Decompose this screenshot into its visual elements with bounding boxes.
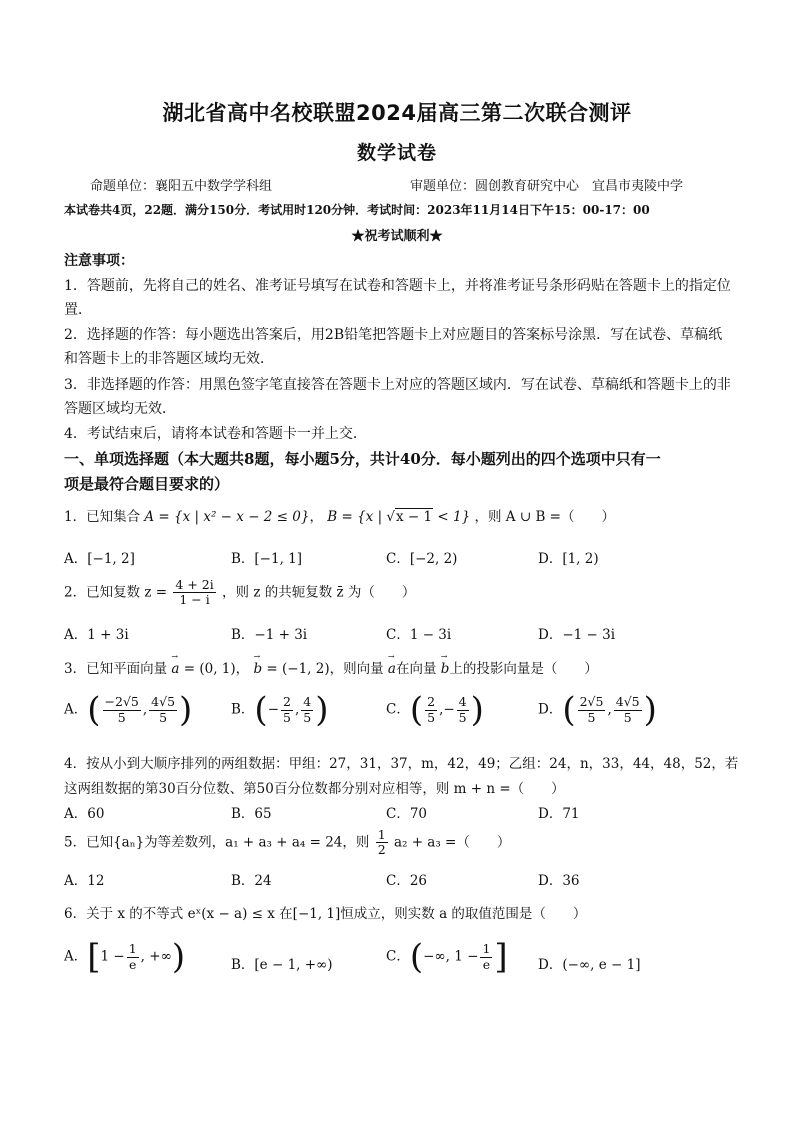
q6-a-post: , +∞ — [140, 948, 172, 965]
q3-tail: 上的投影向量是（ ） — [449, 661, 598, 677]
q2-option-b[interactable]: B．−1 + 3i — [231, 627, 308, 643]
q1-option-b[interactable]: B．[−1, 1] — [231, 551, 303, 567]
q3-prefix: 3．已知平面向量 — [64, 661, 168, 677]
note-1-line-1: 1．答题前，先将自己的姓名、准考证号填写在试卷和答题卡上，并将准考证号条形码贴在答题卡上的指定位 — [64, 278, 731, 294]
exam-subtitle: 数学试卷 — [356, 142, 437, 164]
q6-c-den: e — [482, 956, 491, 972]
q2-numerator: 4 + 2i — [175, 577, 214, 592]
q3-a-num-2: 4√5 — [151, 694, 176, 710]
q3-b-den-2: 5 — [303, 709, 312, 725]
note-2-line-2: 和答题卡上的非答题区域均无效． — [64, 351, 274, 367]
reviewer-unit: 审题单位：圆创教育研究中心 宜昌市夷陵中学 — [410, 179, 684, 194]
q3-d-num-1: 2√5 — [579, 694, 604, 710]
q3-vector-a-ref: → a — [388, 661, 396, 677]
q4-option-c[interactable]: C．70 — [386, 806, 428, 822]
q3-option-b-label: B． — [231, 701, 255, 718]
q2-tail: ，则 z 的共轭复数 z̄ 为（ ） — [222, 584, 416, 601]
q3-d-den-2: 5 — [623, 709, 632, 725]
author-unit: 命题单位：襄阳五中数学学科组 — [90, 179, 273, 194]
q6-option-a[interactable]: A．[1 − $\frac{1}{e}$ , +∞) — [64, 937, 186, 977]
q6-a-num: 1 — [128, 941, 137, 957]
q5-prefix: 5．已知{aₙ}为等差数列，a₁ + a₃ + a₄ = 24，则 — [64, 834, 370, 851]
q3-option-c-label: C． — [386, 701, 410, 718]
note-3-line-1: 3．非选择题的作答：用黑色签字笔直接答在答题卡上对应的答题区域内．写在试卷、草稿纸和答题卡上的非 — [64, 377, 731, 393]
q1-option-c[interactable]: C．[−2, 2) — [386, 551, 458, 567]
good-luck: ★祝考试顺利★ — [351, 229, 443, 244]
q6-a-pre: 1 − — [100, 948, 125, 965]
exam-info: 本试卷共4页，22题．满分150分．考试用时120分钟．考试时间：2023年11月14日下午15：00-17：00 — [64, 203, 650, 217]
q5-option-a[interactable]: A．12 — [64, 873, 105, 889]
q4-option-d[interactable]: D．71 — [538, 806, 580, 822]
q5-frac-num: 1 — [377, 827, 386, 842]
q3-b-den-1: 5 — [283, 709, 291, 725]
q6-option-a-label: A． — [64, 948, 88, 965]
q1-set-b-radicand: x − 1 — [396, 509, 433, 525]
q3-d-num-2: 4√5 — [615, 694, 640, 710]
q3-c-num-1: 2 — [427, 694, 436, 710]
q6-option-c[interactable]: C．(−∞, 1 − $\frac{1}{e}$ ] — [386, 937, 508, 977]
q3-vector-b-value: = (−1, 2)，则向量 — [262, 661, 384, 677]
question-5 — [64, 828, 510, 858]
q1-set-b-post: < 1} — [433, 509, 471, 525]
question-3 — [64, 657, 598, 677]
q5-option-c[interactable]: C．26 — [386, 873, 428, 889]
q3-option-c[interactable]: C．( $\frac{2}{5}$ ,− $\frac{4}{5}$ ) — [386, 690, 484, 730]
exam-title: 湖北省高中名校联盟2024届高三第二次联合测评 — [162, 101, 632, 125]
q5-tail: a₂ + a₃ =（ ） — [393, 834, 511, 851]
q3-vector-a: → a — [171, 661, 179, 677]
q1-set-b-pre: B = {x | — [327, 509, 387, 525]
question-4-line-2: 这两组数据的第30百分位数、第50百分位数都分别对应相等，则 m + n =（ ） — [64, 781, 565, 797]
q3-a-den-2: 5 — [159, 709, 168, 725]
question-1: 1．已知集合 A = {x | x² − x − 2 ≤ 0}， B = {x | √x − 1 < 1} ，则 A ∪ B =（ ） — [64, 509, 615, 525]
section-1-heading-line-1: 一、单项选择题（本大题共8题，每小题5分，共计40分．每小题列出的四个选项中只有一 — [64, 450, 661, 468]
q3-b-sign: − — [267, 701, 279, 718]
note-4: 4．考试结束后，请将本试卷和答题卡一并上交． — [64, 426, 367, 442]
q4-option-a[interactable]: A．60 — [64, 806, 105, 822]
notes-heading: 注意事项： — [64, 253, 134, 269]
q3-option-d[interactable]: D．( $\frac{2√5}{5}$ , $\frac{4√5}{5}$ ) — [538, 690, 657, 730]
q2-prefix: 2．已知复数 z = — [64, 584, 168, 601]
q6-option-c-label: C． — [386, 948, 410, 965]
note-3-line-2: 答题区域均无效． — [64, 401, 176, 417]
q1-tail: ，则 A ∪ B =（ ） — [474, 509, 615, 525]
question-6: 6．关于 x 的不等式 eˣ(x − a) ≤ x 在[−1, 1]恒成立，则实数 a 的取值范围是（ ） — [64, 906, 587, 922]
q3-option-b[interactable]: B．(− $\frac{2}{5}$ , $\frac{4}{5}$ ) — [231, 690, 329, 730]
q3-vector-b-ref: → b — [441, 661, 450, 677]
q3-c-num-2: 4 — [458, 694, 467, 710]
q3-d-den-1: 5 — [587, 709, 596, 725]
note-1-line-2: 置． — [64, 302, 92, 318]
q5-option-b[interactable]: B．24 — [231, 873, 272, 889]
q3-a-den-1: 5 — [117, 709, 126, 725]
q2-fraction — [173, 578, 215, 608]
question-2 — [64, 578, 415, 608]
q2-option-c[interactable]: C．1 − 3i — [386, 627, 452, 643]
q4-option-b[interactable]: B．65 — [231, 806, 272, 822]
q3-vector-b: → b — [253, 661, 262, 677]
q1-option-a[interactable]: A．[−1, 2] — [64, 551, 135, 567]
q3-a-num-1: −2√5 — [104, 694, 139, 710]
q2-option-d[interactable]: D．−1 − 3i — [538, 627, 616, 643]
q2-denominator: 1 − i — [179, 592, 210, 608]
q6-a-den: e — [128, 956, 137, 972]
q1-separator: ， — [309, 509, 323, 525]
q3-option-a-label: A． — [64, 701, 88, 718]
q3-b-num-2: 4 — [303, 694, 312, 710]
q3-option-a[interactable]: A．( $\frac{-2√5}{5}$ , $\frac{4√5}{5}$ ) — [64, 690, 193, 730]
q3-option-d-label: D． — [538, 701, 563, 718]
question-4-line-1: 4．按从小到大顺序排列的两组数据：甲组：27，31，37，m，42，49；乙组：24，n，33，44，48，52，若 — [64, 756, 739, 772]
q3-c-den-1: 5 — [427, 709, 436, 725]
q5-option-d[interactable]: D．36 — [538, 873, 580, 889]
q6-option-d[interactable]: D．(−∞, e − 1] — [538, 957, 641, 973]
q3-b-num-1: 2 — [283, 694, 291, 710]
q5-frac-den: 2 — [377, 842, 386, 858]
q1-set-a: A = {x | x² − x − 2 ≤ 0} — [144, 509, 310, 525]
section-1-heading-line-2: 项是最符合题目要求的） — [64, 475, 230, 493]
q1-option-d[interactable]: D．[1, 2) — [538, 551, 599, 567]
q3-vector-a-value: = (0, 1)， — [179, 661, 250, 677]
q6-c-num: 1 — [482, 941, 491, 957]
q2-option-a[interactable]: A．1 + 3i — [64, 627, 129, 643]
note-2-line-1: 2．选择题的作答：每小题选出答案后，用2B铅笔把答题卡上对应题目的答案标号涂黑．写在试卷、草稿纸 — [64, 327, 723, 343]
q1-number: 1．已知集合 — [64, 509, 141, 525]
q3-c-sign: − — [443, 701, 455, 718]
q3-middle: 在向量 — [395, 661, 437, 677]
q6-option-b[interactable]: B．[e − 1, +∞) — [231, 957, 333, 973]
q3-c-den-2: 5 — [458, 709, 467, 725]
q6-c-pre: −∞, 1 − — [423, 948, 479, 965]
